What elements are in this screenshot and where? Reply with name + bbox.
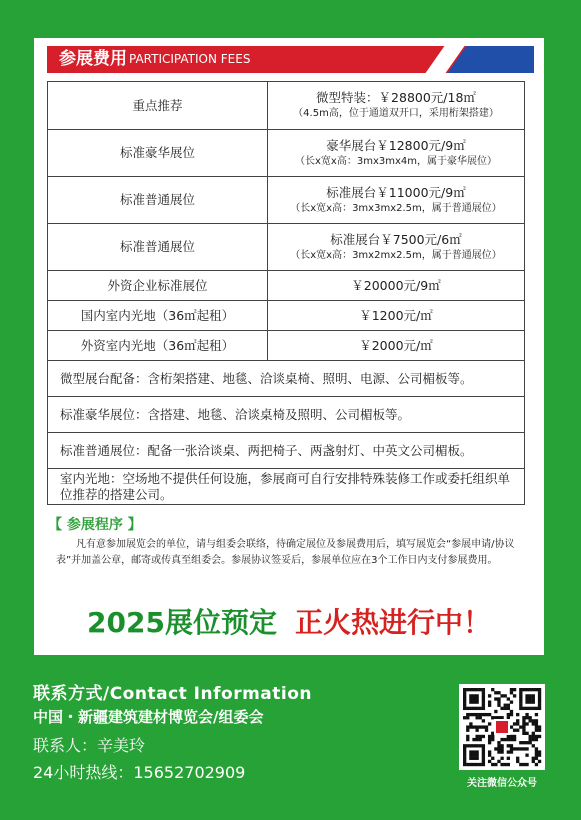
section-title [59,49,250,69]
slogan-green: 2025展位预定 [87,606,277,639]
fee-row [48,331,525,361]
fee-row [48,130,525,177]
organizer-name: 中国・新疆建筑建材博览会/组委会 [33,708,264,726]
fee-price-cell [268,82,525,130]
note-row [48,397,525,433]
fee-row [48,82,525,130]
procedure-text: 凡有意参加展览会的单位，请与组委会联络，待确定展位及参展费用后，填写展览会“参展申请/协议表”并加盖公章，邮寄或传真至组委会。参展协议签妥后，参展单位应在3个工作日内支付参展费用。 [56,539,515,566]
fee-type: 国内室内光地（36㎡起租） [48,301,268,331]
fee-price: 豪华展台￥12800元/9㎡ [326,137,466,153]
content-card [34,38,544,655]
fee-note: （长x宽x高：3mx2mx2.5m，属于普通展位） [290,249,502,261]
fee-type: 标准豪华展位 [48,130,268,177]
fee-price-cell [268,130,525,177]
fee-type: 标准普通展位 [48,224,268,271]
note-text: 微型展台配备：含桁架搭建、地毯、洽谈桌椅、照明、电源、公司楣板等。 [48,361,525,397]
fee-type: 外资企业标准展位 [48,271,268,301]
procedure-title: 【 参展程序 】 [48,517,142,533]
fee-price: ￥2000元/㎡ [268,331,525,361]
note-row [48,433,525,469]
note-text: 标准普通展位：配备一张洽谈桌、两把椅子、两盏射灯、中英文公司楣板。 [48,433,525,469]
qr-caption: 关注微信公众号 [467,778,537,789]
contact-person: 联系人：辛美玲 [33,736,146,755]
fee-price: 标准展台￥7500元/6㎡ [330,231,462,247]
note-row [48,361,525,397]
fee-row [48,177,525,224]
note-row [48,469,525,505]
qr-code-icon [459,684,545,770]
slogan [34,601,544,641]
fee-type: 标准普通展位 [48,177,268,224]
section-title-cn: 参展费用 [59,49,127,69]
fee-price-cell [268,177,525,224]
contact-heading: 联系方式/Contact Information [33,684,312,704]
hotline: 24小时热线：15652702909 [33,763,246,782]
fee-type: 外资室内光地（36㎡起租） [48,331,268,361]
fee-note: （长x宽x高：3mx3mx4m，属于豪华展位） [295,155,497,167]
fees-table [47,81,525,505]
fee-row [48,271,525,301]
qr-code-image [459,684,545,770]
slogan-red: 正火热进行中！ [294,606,491,639]
fee-row [48,224,525,271]
section-title-en: PARTICIPATION FEES [129,52,251,66]
section-header [47,46,534,73]
fee-note: （长x宽x高：3mx3mx2.5m，属于普通展位） [290,202,502,214]
note-text: 室内光地：空场地不提供任何设施，参展商可自行安排特殊装修工作或委托组织单位推荐的搭建公司。 [48,469,525,505]
fee-price: 微型特装：￥28800元/18㎡ [316,90,476,105]
fee-price: 标准展台￥11000元/9㎡ [326,184,466,200]
fee-type: 重点推荐 [48,82,268,130]
fee-price-cell [268,224,525,271]
fee-price: ￥1200元/㎡ [268,301,525,331]
fee-note: （4.5m高，位于通道双开口，采用桁架搭建） [293,108,499,119]
note-text: 标准豪华展位：含搭建、地毯、洽谈桌椅及照明、公司楣板等。 [48,397,525,433]
fee-row [48,301,525,331]
fee-price: ￥20000元/9㎡ [268,271,525,301]
